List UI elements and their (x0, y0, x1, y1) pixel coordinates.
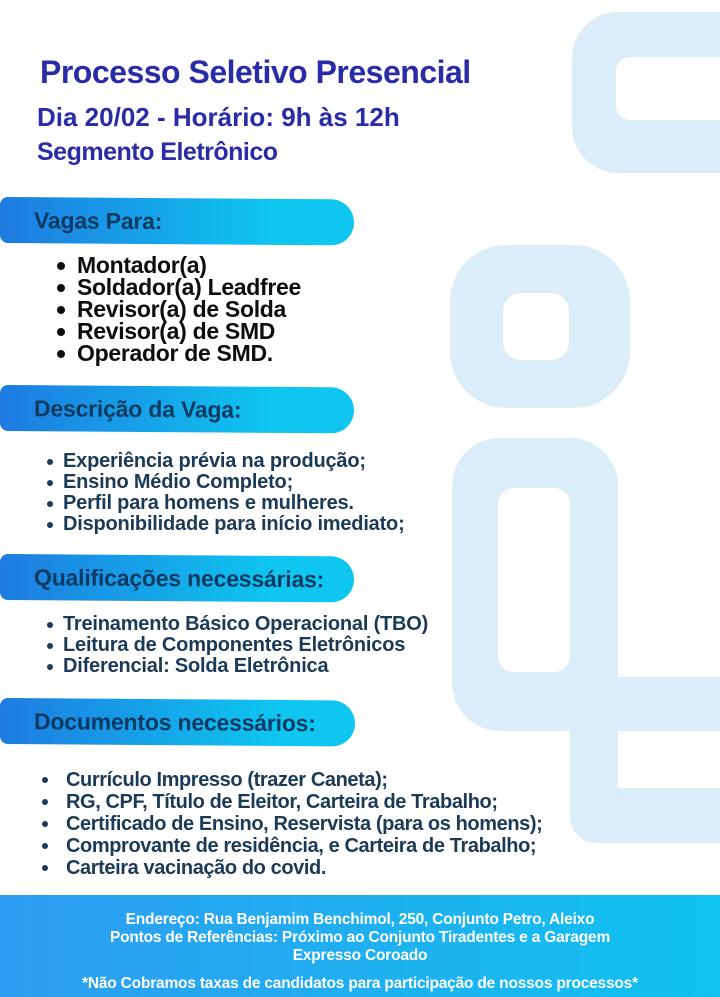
section-heading-qualificacoes: Qualificações necessárias: (34, 563, 325, 592)
vagas-list (57, 254, 301, 364)
list-item: Currículo Impresso (trazer Caneta); (42, 769, 542, 791)
list-item: Revisor(a) de SMD (57, 320, 301, 342)
list-item: Carteira vacinação do covid. (42, 857, 542, 879)
footer-reference: Pontos de Referências: Próximo ao Conjunto Tiradentes e a Garagem (109, 929, 611, 946)
segment-line: Segmento Eletrônico (37, 138, 278, 166)
section-heading-vagas: Vagas Para: (34, 206, 163, 234)
section-banner-descricao (0, 385, 354, 433)
section-heading-descricao: Descrição da Vaga: (34, 394, 242, 423)
list-item: Treinamento Básico Operacional (TBO) (47, 614, 428, 635)
list-item: Revisor(a) de Solda (57, 298, 301, 320)
page-title: Processo Seletivo Presencial (40, 54, 471, 90)
documentos-list (42, 769, 542, 879)
list-item: Perfil para homens e mulheres. (47, 493, 405, 514)
list-item: Operador de SMD. (57, 342, 301, 364)
list-item: Leitura de Componentes Eletrônicos (47, 635, 428, 656)
list-item: RG, CPF, Título de Eleitor, Carteira de Trabalho; (42, 791, 542, 813)
footer-note: *Não Cobramos taxas de candidatos para participação de nossos processos* (82, 975, 638, 992)
footer-address: Endereço: Rua Benjamim Benchimol, 250, Conjunto Petro, Aleixo (125, 911, 595, 928)
section-banner-vagas (0, 197, 354, 245)
footer-band (0, 895, 720, 997)
list-item: Soldador(a) Leadfree (57, 276, 301, 298)
section-banner-qualificacoes (0, 554, 354, 602)
qualificacoes-list (47, 614, 428, 677)
list-item: Montador(a) (57, 254, 301, 276)
descricao-list (47, 451, 405, 535)
footer-reference2: Expresso Coroado (292, 947, 428, 964)
list-item: Experiência prévia na produção; (47, 451, 405, 472)
list-item: Diferencial: Solda Eletrônica (47, 656, 428, 677)
list-item: Disponibilidade para início imediato; (47, 514, 405, 535)
list-item: Ensino Médio Completo; (47, 472, 405, 493)
list-item: Comprovante de residência, e Carteira de Trabalho; (42, 835, 542, 857)
list-item: Certificado de Ensino, Reservista (para os homens); (42, 813, 542, 835)
section-banner-documentos (0, 698, 355, 746)
date-time-line: Dia 20/02 - Horário: 9h às 12h (37, 102, 400, 132)
section-heading-documentos: Documentos necessários: (34, 707, 316, 736)
